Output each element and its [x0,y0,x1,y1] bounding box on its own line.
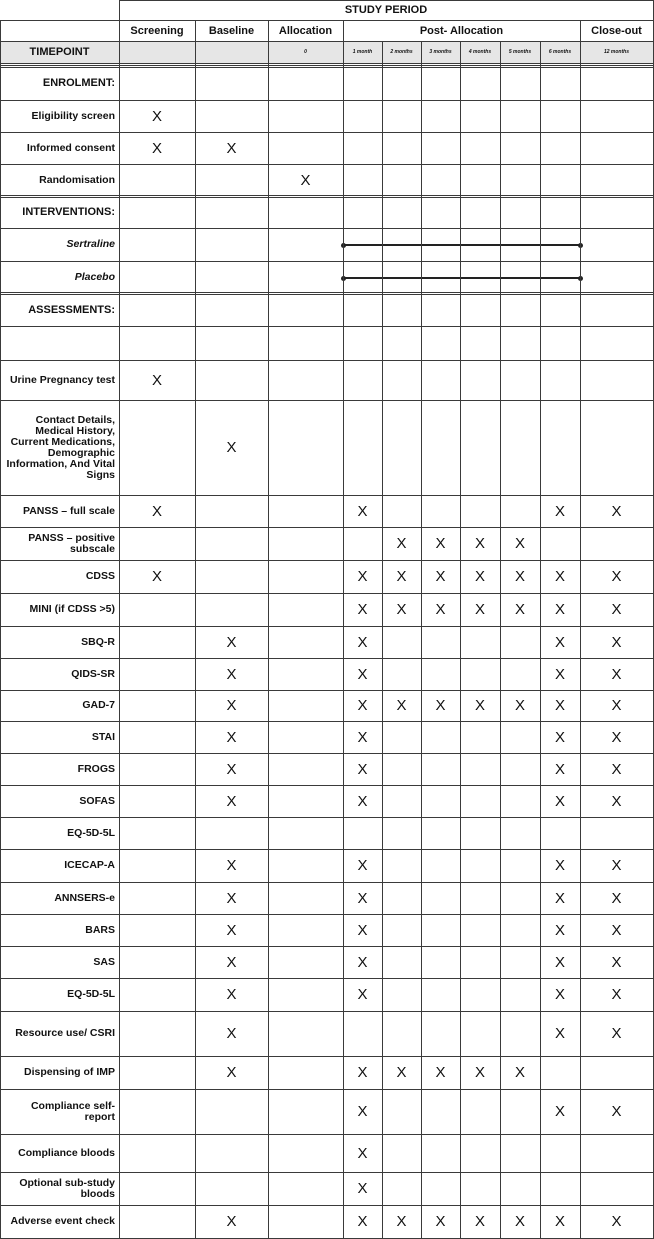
schedule-mark: X [611,1025,622,1042]
schedule-mark: X [554,502,565,520]
timepoint-1 [195,41,268,63]
schedule-mark: X [554,792,565,810]
schedule-mark: X [396,535,407,552]
grid-line-double [0,65,654,66]
schedule-mark: X [151,107,162,125]
grid-line-row [0,360,654,361]
column-header-3: Post- Allocation [419,24,504,37]
schedule-mark: X [151,139,162,157]
grid-line-section [0,292,654,293]
schedule-mark: X [611,792,622,810]
row-label: GAD-7 [82,699,115,711]
row-label: Adverse event check [10,1215,115,1227]
row-label: SOFAS [79,794,115,807]
schedule-mark: X [357,986,368,1003]
schedule-mark: X [357,1144,368,1162]
schedule-mark: X [554,760,565,778]
schedule-mark: X [611,633,622,651]
schedule-mark: X [357,792,368,810]
grid-line-col [0,20,1,1239]
grid-line-col [119,0,120,1239]
schedule-mark: X [357,665,368,683]
row-label: Compliance self-report [30,1099,115,1123]
schedule-mark: X [396,1213,407,1230]
schedule-mark: X [357,633,368,651]
row-label: MINI (if CDSS >5) [29,603,115,615]
schedule-mark: X [357,1064,368,1081]
schedule-mark: X [474,601,485,618]
grid-line-col [268,20,269,1239]
row-label: CDSS [85,570,115,582]
schedule-mark: X [226,1213,237,1230]
grid-line-row [0,593,654,594]
schedule-mark: X [611,889,622,907]
grid-line-row [0,658,654,659]
schedule-mark: X [554,1025,565,1042]
grid-line-row [0,261,654,262]
column-header-0: Screening [130,24,184,37]
row-label: ASSESSMENTS: [28,303,115,316]
grid-line-row [0,882,654,883]
schedule-mark: X [611,760,622,778]
schedule-mark: X [611,953,622,971]
row-label: INTERVENTIONS: [22,206,115,218]
row-label: ENROLMENT: [42,77,115,89]
schedule-mark: X [226,1025,237,1042]
grid-line-row [0,914,654,915]
column-header-1: Baseline [208,24,255,37]
schedule-mark: X [357,728,368,746]
schedule-mark: X [611,601,622,618]
row-label: Contact Details, Medical History, Current Medications, Demographic Information, And Vital Signs [6,413,115,481]
schedule-mark: X [554,665,565,683]
schedule-mark: X [435,568,446,585]
grid-line-header [0,63,654,64]
schedule-mark: X [435,697,446,714]
schedule-mark: X [226,1064,237,1081]
schedule-mark: X [611,568,622,585]
grid-line-col [421,41,422,1239]
schedule-mark: X [611,921,622,939]
column-header-4: Close-out [591,24,642,37]
grid-line-row [0,294,654,295]
schedule-mark: X [554,633,565,651]
schedule-mark: X [435,535,446,552]
schedule-mark: X [357,568,368,585]
schedule-mark: X [514,697,525,714]
grid-line-row [0,132,654,133]
schedule-mark: X [514,1064,525,1081]
grid-line-row [0,817,654,818]
schedule-mark: X [514,1213,525,1230]
grid-line-row [0,560,654,561]
timepoint-5: 3 months [429,49,452,55]
timepoint-2: 0 [304,49,307,55]
grid-line-row [0,100,654,101]
schedule-mark: X [151,568,162,585]
schedule-mark: X [357,502,368,520]
schedule-mark: X [226,665,237,683]
row-label: FROGS [77,762,115,775]
grid-line-row [0,978,654,979]
grid-line-col [540,41,541,1239]
schedule-mark: X [554,857,565,874]
grid-line-col [382,41,383,1239]
grid-line-col [343,20,344,1239]
schedule-mark: X [435,601,446,618]
row-label: Dispensing of IMP [23,1066,115,1078]
row-label: PANSS – full scale [22,504,115,517]
row-label [0,326,119,360]
grid-line-col [500,41,501,1239]
schedule-mark: X [226,439,237,456]
schedule-mark: X [554,728,565,746]
schedule-mark: X [396,601,407,618]
schedule-mark: X [611,502,622,520]
intervention-duration-bar [343,244,580,246]
schedule-mark: X [474,568,485,585]
intervention-duration-bar [343,277,580,279]
grid-line-row [0,400,654,401]
schedule-mark: X [554,986,565,1003]
schedule-mark: X [226,792,237,810]
timepoint-0 [119,41,195,63]
grid-line-row [0,527,654,528]
schedule-mark: X [611,986,622,1003]
schedule-mark: X [357,697,368,714]
grid-line-header [0,41,654,42]
schedule-mark: X [151,502,162,520]
schedule-mark: X [554,697,565,714]
column-header-2: Allocation [278,24,333,37]
schedule-mark: X [226,889,237,907]
grid-line-col [460,41,461,1239]
schedule-mark: X [611,1103,622,1120]
grid-line-row [0,1011,654,1012]
schedule-mark: X [357,1180,368,1197]
schedule-mark: X [474,1064,485,1081]
schedule-mark: X [226,921,237,939]
grid-line-row [0,753,654,754]
schedule-mark: X [554,568,565,585]
schedule-mark: X [554,921,565,939]
timepoint-7: 5 months [508,49,532,55]
row-label: QIDS-SR [71,667,115,680]
grid-line-row [0,1205,654,1206]
timepoint-9: 12 months [603,49,629,55]
schedule-mark: X [611,1213,622,1230]
row-label: Urine Pregnancy test [9,373,115,386]
row-label: Informed consent [26,141,115,154]
schedule-mark: X [357,1103,368,1120]
schedule-mark: X [226,857,237,874]
grid-line-row [0,1089,654,1090]
schedule-mark: X [474,1213,485,1230]
schedule-mark: X [611,665,622,683]
grid-line-row [0,721,654,722]
grid-line-row [0,1172,654,1173]
grid-line-section [0,195,654,196]
schedule-mark: X [396,568,407,585]
schedule-mark: X [554,601,565,618]
schedule-mark: X [357,953,368,971]
row-label: Optional sub-study bloods [19,1176,115,1200]
schedule-mark: X [435,1213,446,1230]
schedule-mark: X [554,1103,565,1120]
row-label: Eligibility screen [31,109,115,122]
grid-line-row [0,626,654,627]
timepoint-8: 6 months [548,49,572,55]
row-label: Sertraline [66,238,115,250]
grid-line-row [0,1056,654,1057]
schedule-mark: X [357,1213,368,1230]
schedule-mark: X [396,697,407,714]
schedule-mark: X [611,728,622,746]
schedule-mark: X [554,1213,565,1230]
schedule-mark: X [435,1064,446,1081]
grid-line-row [0,785,654,786]
grid-line-header [0,20,654,21]
grid-line-col [195,20,196,1239]
grid-line-row [0,495,654,496]
grid-line-row [0,849,654,850]
study-period-title: STUDY PERIOD [344,4,428,16]
schedule-mark: X [514,601,525,618]
schedule-mark: X [611,697,622,714]
grid-line-row [0,690,654,691]
grid-line-row [0,197,654,198]
row-label: PANSS – positive subscale [28,531,115,555]
schedule-mark: X [226,760,237,778]
schedule-mark: X [226,953,237,971]
grid-line-row [0,228,654,229]
row-label: Placebo [74,271,115,283]
grid-line-row [0,164,654,165]
row-label: Compliance bloods [18,1146,115,1159]
timepoint-4: 2 months [390,49,413,55]
schedule-mark: X [554,889,565,907]
timepoint-label: TIMEPOINT [29,46,90,58]
row-label: STAI [91,730,115,743]
row-label: SBQ-R [81,635,115,648]
schedule-mark: X [357,601,368,618]
grid-line-top [119,0,654,1]
schedule-mark: X [514,568,525,585]
schedule-mark: X [300,172,311,189]
schedule-mark: X [396,1064,407,1081]
schedule-mark: X [226,986,237,1003]
schedule-mark: X [226,139,237,157]
row-label: Resource use/ CSRI [15,1027,115,1039]
row-label: EQ-5D-5L [67,988,115,1000]
grid-line-col [580,20,581,1239]
schedule-mark: X [474,535,485,552]
row-label: Randomisation [39,174,115,186]
timepoint-6: 4 months [468,49,492,55]
schedule-mark: X [554,953,565,971]
schedule-mark: X [226,697,237,714]
row-label: BARS [85,923,115,936]
schedule-mark: X [357,889,368,907]
schedule-mark: X [357,921,368,939]
grid-line-row [0,326,654,327]
schedule-mark: X [226,633,237,651]
grid-line-row [0,1134,654,1135]
schedule-mark: X [611,857,622,874]
row-label: ANNSERS-e [54,891,115,904]
row-label: EQ-5D-5L [67,826,115,839]
schedule-mark: X [151,371,162,389]
schedule-mark: X [357,760,368,778]
schedule-mark: X [357,857,368,874]
row-label: ICECAP-A [64,859,115,871]
schedule-mark: X [514,535,525,552]
grid-line-row [0,67,654,68]
schedule-mark: X [226,728,237,746]
schedule-mark: X [474,697,485,714]
timepoint-3: 1 month [352,49,373,55]
row-label: SAS [93,955,115,968]
grid-line-row [0,946,654,947]
